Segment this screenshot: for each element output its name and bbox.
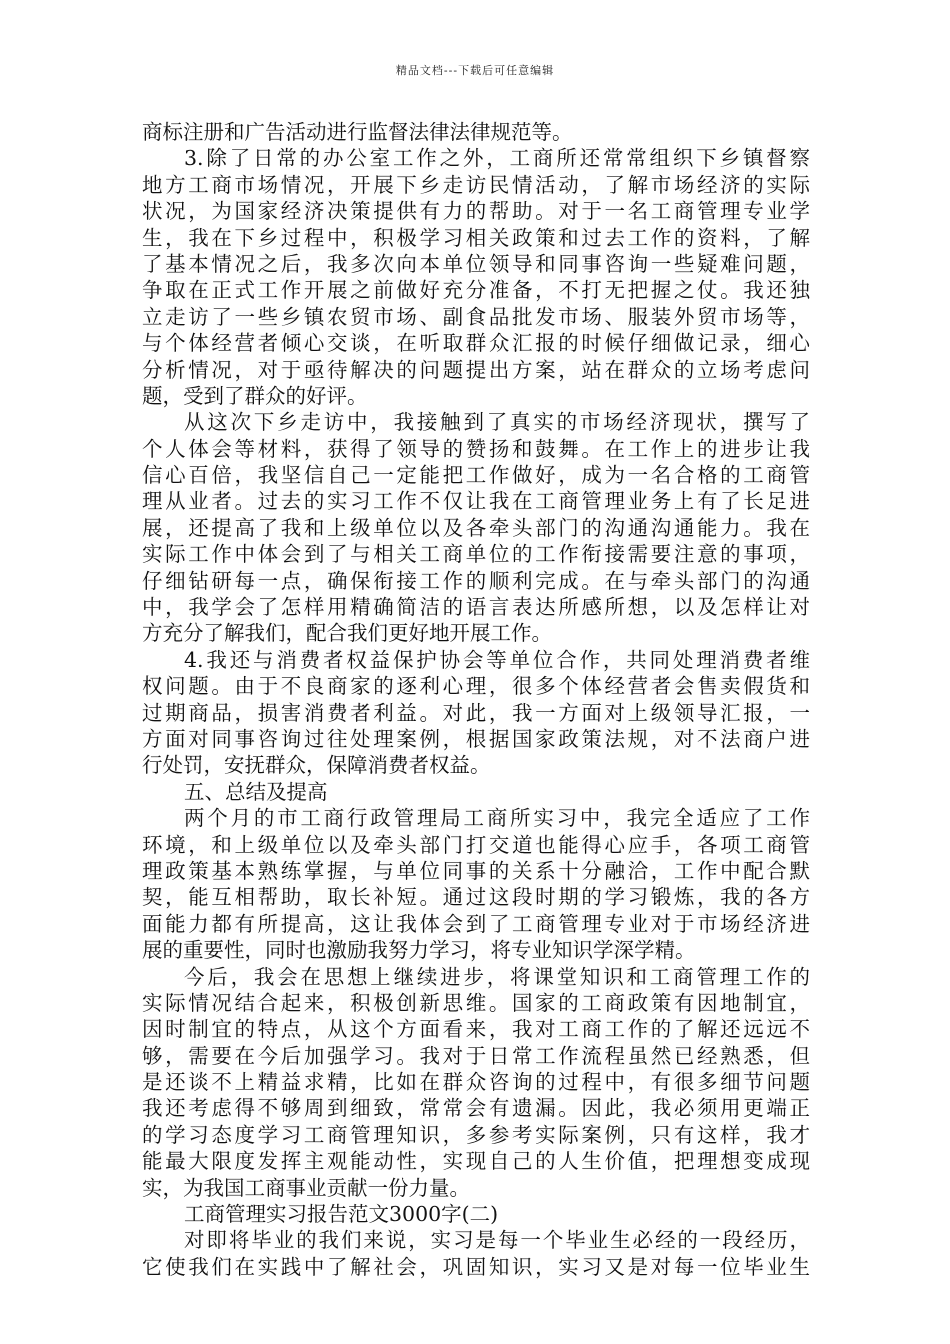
text-line: 3.除了日常的办公室工作之外，工商所还常常组织下乡镇督察 xyxy=(184,146,810,171)
text-line: 方充分了解我们，配合我们更好地开展工作。 xyxy=(142,621,552,646)
text-line: 五、总结及提高 xyxy=(184,779,328,804)
text-line: 生，我在下乡过程中，积极学习相关政策和过去工作的资料，了解 xyxy=(142,225,810,250)
text-line: 两个月的市工商行政管理局工商所实习中，我完全适应了工作 xyxy=(184,806,810,831)
text-line: 展，还提高了我和上级单位以及各牵头部门的沟通沟通能力。我在 xyxy=(142,515,810,540)
text-line: 信心百倍，我坚信自己一定能把工作做好，成为一名合格的工商管 xyxy=(142,463,810,488)
text-line: 从这次下乡走访中，我接触到了真实的市场经济现状，撰写了 xyxy=(184,410,810,435)
text-line: 是还谈不上精益求精，比如在群众咨询的过程中，有很多细节问题 xyxy=(142,1070,810,1095)
text-line: 契，能互相帮助，取长补短。通过这段时期的学习锻炼，我的各方 xyxy=(142,885,810,910)
text-line: 的学习态度学习工商管理知识，多参考实际案例，只有这样，我才 xyxy=(142,1122,810,1147)
text-line: 今后，我会在思想上继续进步，将课堂知识和工商管理工作的 xyxy=(184,964,810,989)
text-line: 立走访了一些乡镇农贸市场、副食品批发市场、服装外贸市场等， xyxy=(142,304,810,329)
text-line: 理从业者。过去的实习工作不仅让我在工商管理业务上有了长足进 xyxy=(142,489,810,514)
text-line: 展的重要性，同时也激励我努力学习，将专业知识学深学精。 xyxy=(142,938,696,963)
text-line: 权问题。由于不良商家的逐利心理，很多个体经营者会售卖假货和 xyxy=(142,674,810,699)
text-line: 状况，为国家经济决策提供有力的帮助。对于一名工商管理专业学 xyxy=(142,199,810,224)
text-line: 实际情况结合起来，积极创新思维。国家的工商政策有因地制宜， xyxy=(142,990,810,1015)
text-line: 理政策基本熟练掌握，与单位同事的关系十分融洽，工作中配合默 xyxy=(142,858,810,883)
text-line: 实际工作中体会到了与相关工商单位的工作衔接需要注意的事项， xyxy=(142,542,810,567)
text-line: 题，受到了群众的好评。 xyxy=(142,383,368,408)
page-header: 精品文档---下载后可任意编辑 xyxy=(395,64,555,77)
text-line: 能最大限度发挥主观能动性，实现自己的人生价值，把理想变成现 xyxy=(142,1149,810,1174)
text-line: 行处罚，安抚群众，保障消费者权益。 xyxy=(142,753,491,778)
text-line: 因时制宜的特点，从这个方面看来，我对工商工作的了解还远远不 xyxy=(142,1017,810,1042)
document-body xyxy=(142,119,810,1280)
text-line: 与个体经营者倾心交谈，在听取群众汇报的时候仔细做记录，细心 xyxy=(142,331,810,356)
text-line: 它使我们在实践中了解社会，巩固知识，实习又是对每一位毕业生 xyxy=(142,1254,810,1279)
text-line: 面能力都有所提高，这让我体会到了工商管理专业对于市场经济进 xyxy=(142,911,810,936)
text-line: 争取在正式工作开展之前做好充分准备，不打无把握之仗。我还独 xyxy=(142,278,810,303)
text-line: 商标注册和广告活动进行监督法律法律规范等。 xyxy=(142,120,573,144)
text-line: 我还考虑得不够周到细致，常常会有遗漏。因此，我必须用更端正 xyxy=(142,1096,810,1121)
text-line: 了基本情况之后，我多次向本单位领导和同事咨询一些疑难问题， xyxy=(142,251,810,276)
text-line: 工商管理实习报告范文3000字(二) xyxy=(184,1202,499,1227)
text-line: 方面对同事咨询过往处理案例，根据国家政策法规，对不法商户进 xyxy=(142,726,810,751)
text-line: 个人体会等材料，获得了领导的赞扬和鼓舞。在工作上的进步让我 xyxy=(142,436,810,461)
text-line: 仔细钻研每一点，确保衔接工作的顺利完成。在与牵头部门的沟通 xyxy=(142,568,810,593)
text-line: 地方工商市场情况，开展下乡走访民情活动，了解市场经济的实际 xyxy=(142,172,810,197)
text-line: 实，为我国工商事业贡献一份力量。 xyxy=(142,1175,470,1200)
text-line: 过期商品，损害消费者利益。对此，我一方面对上级领导汇报，一 xyxy=(142,700,810,725)
text-line: 环境，和上级单位以及牵头部门打交道也能得心应手，各项工商管 xyxy=(142,832,810,857)
text-line: 对即将毕业的我们来说，实习是每一个毕业生必经的一段经历， xyxy=(184,1228,810,1253)
text-line: 中，我学会了怎样用精确简洁的语言表达所感所想，以及怎样让对 xyxy=(142,595,810,620)
text-line: 4.我还与消费者权益保护协会等单位合作，共同处理消费者维 xyxy=(184,647,810,672)
text-line: 够，需要在今后加强学习。我对于日常工作流程虽然已经熟悉，但 xyxy=(142,1043,810,1068)
text-line: 分析情况，对于亟待解决的问题提出方案，站在群众的立场考虑问 xyxy=(142,357,810,382)
